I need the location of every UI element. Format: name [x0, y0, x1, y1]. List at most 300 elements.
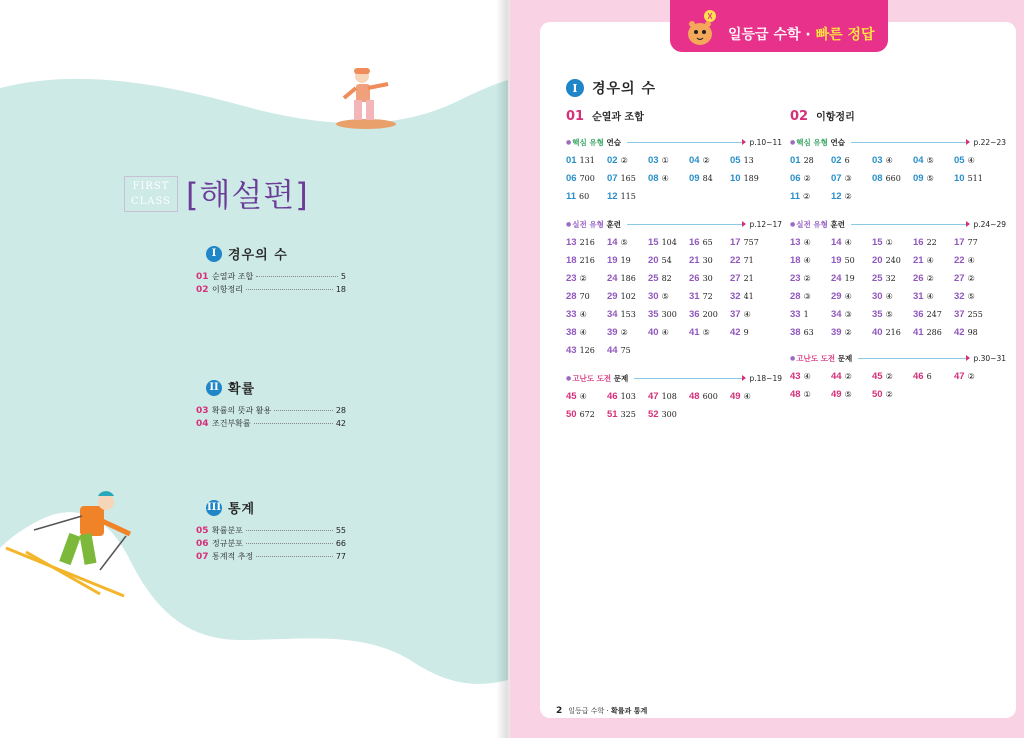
question-number: 45	[566, 391, 577, 402]
title-bracket-open: [	[186, 176, 200, 214]
answer-item	[913, 272, 954, 286]
answer-value: 240	[885, 256, 901, 265]
answer-item	[954, 272, 995, 286]
answer-item	[607, 172, 648, 186]
answer-block-heading	[566, 218, 782, 230]
question-number: 21	[913, 255, 924, 266]
toc-entry-page: 28	[335, 406, 346, 415]
toc-entry-label: 통계적 추정	[212, 552, 254, 561]
answer-value: 82	[661, 274, 672, 283]
answer-block	[790, 136, 1006, 204]
answer-item	[872, 388, 913, 402]
page-footer	[556, 706, 647, 716]
toc-entry-page: 5	[340, 272, 346, 281]
answer-item	[648, 326, 689, 340]
question-number: 24	[831, 273, 842, 284]
question-number: 33	[566, 309, 577, 320]
toc-part-title: 확률	[228, 382, 256, 397]
answer-item	[790, 190, 831, 204]
answer-value: 70	[579, 292, 590, 301]
answer-value: ②	[579, 274, 587, 283]
answer-block	[566, 136, 782, 204]
question-number: 49	[730, 391, 741, 402]
answer-value: 21	[743, 274, 754, 283]
question-number: 43	[566, 345, 577, 356]
toc-dot-leader	[246, 543, 333, 544]
answer-value: 102	[620, 292, 636, 301]
answer-value: ②	[844, 192, 852, 201]
answer-value: ②	[620, 328, 628, 337]
answer-value: ②	[702, 156, 710, 165]
question-number: 37	[730, 309, 741, 320]
answer-item	[954, 290, 995, 304]
question-number: 29	[607, 291, 618, 302]
question-number: 09	[689, 173, 700, 184]
answer-item	[790, 326, 831, 340]
toc-entry-label: 확률분포	[212, 526, 243, 535]
answer-item	[689, 172, 730, 186]
answer-value: ③	[844, 310, 852, 319]
answer-item	[954, 154, 995, 168]
answer-item	[831, 172, 872, 186]
answer-item	[913, 236, 954, 250]
toc-entry-number: 07	[196, 552, 209, 562]
question-number: 40	[648, 327, 659, 338]
answer-item	[607, 390, 648, 404]
answer-value: 165	[620, 174, 636, 183]
question-number: 34	[831, 309, 842, 320]
answer-value: 19	[620, 256, 631, 265]
right-page	[510, 0, 1024, 738]
answer-value: ④	[661, 328, 669, 337]
answer-item	[648, 408, 689, 422]
answer-block-title	[572, 373, 628, 384]
answer-item	[831, 154, 872, 168]
answer-block-heading	[790, 136, 1006, 148]
toc-entry-label: 순열과 조합	[212, 272, 254, 281]
heading-rule	[858, 358, 967, 359]
question-number: 19	[831, 255, 842, 266]
header-separator: ·	[800, 27, 816, 43]
page-number: 2	[556, 706, 563, 716]
answer-value: ④	[885, 292, 893, 301]
question-number: 12	[607, 191, 618, 202]
footer-book-name: 일등급 수학 ·	[568, 707, 611, 715]
answer-item	[648, 254, 689, 268]
question-number: 20	[648, 255, 659, 266]
answer-item	[790, 272, 831, 286]
question-number: 47	[648, 391, 659, 402]
page-reference: p.30~31	[973, 353, 1006, 363]
answer-item	[872, 326, 913, 340]
toc-entry[interactable]	[196, 538, 346, 551]
answer-value: ⑤	[885, 310, 893, 319]
answer-value: 65	[702, 238, 713, 247]
answer-item	[954, 370, 995, 384]
answer-value: 32	[885, 274, 896, 283]
question-number: 47	[954, 371, 965, 382]
answer-value: ②	[620, 156, 628, 165]
answer-block	[790, 218, 1006, 340]
answer-block-kind: 연습	[830, 137, 845, 147]
toc-entry-label: 확률의 뜻과 활용	[212, 406, 272, 415]
answer-item	[954, 326, 995, 340]
question-number: 02	[831, 155, 842, 166]
answer-block-kind: 문제	[837, 353, 853, 363]
answer-item	[954, 308, 995, 322]
answer-value: ②	[803, 174, 811, 183]
answer-value: ⑤	[620, 238, 628, 247]
answer-block-heading	[790, 218, 1006, 230]
heading-rule	[851, 224, 968, 225]
question-number: 28	[790, 291, 801, 302]
page-reference: p.10~11	[749, 137, 782, 147]
answer-value: 30	[702, 256, 713, 265]
question-number: 15	[872, 237, 883, 248]
question-number: 48	[790, 389, 801, 400]
answer-value: ②	[967, 274, 975, 283]
answer-item	[689, 272, 730, 286]
answer-value: 216	[579, 256, 595, 265]
answer-item	[648, 390, 689, 404]
page-reference: p.24~29	[973, 219, 1006, 229]
toc-dot-leader	[256, 276, 338, 277]
answer-block	[566, 218, 782, 358]
toc-part-heading	[206, 498, 346, 517]
unit-number: 02	[790, 109, 809, 124]
answer-value: 41	[743, 292, 754, 301]
question-number: 40	[872, 327, 883, 338]
question-number: 27	[730, 273, 741, 284]
answer-item	[730, 390, 771, 404]
question-number: 04	[689, 155, 700, 166]
question-number: 48	[689, 391, 700, 402]
toc-part-title: 통계	[228, 502, 256, 517]
answer-item	[607, 290, 648, 304]
answer-item	[648, 172, 689, 186]
toc-dot-leader	[254, 423, 333, 424]
question-number: 42	[730, 327, 741, 338]
question-number: 31	[689, 291, 700, 302]
answer-item	[913, 308, 954, 322]
answer-item	[730, 308, 771, 322]
page-title	[186, 170, 309, 216]
answer-value: 6	[926, 372, 932, 381]
question-number: 13	[790, 237, 801, 248]
answer-value: 757	[743, 238, 759, 247]
heading-rule	[627, 224, 744, 225]
question-number: 05	[954, 155, 965, 166]
question-number: 10	[954, 173, 965, 184]
bullet-icon: ●	[566, 138, 572, 146]
left-page	[0, 0, 508, 738]
answer-item	[648, 308, 689, 322]
answer-block-title	[572, 219, 621, 230]
question-number: 30	[872, 291, 883, 302]
question-number: 05	[730, 155, 741, 166]
bullet-icon: ●	[790, 354, 796, 362]
answer-item	[831, 308, 872, 322]
answer-item	[954, 236, 995, 250]
question-number: 14	[607, 237, 618, 248]
page-reference: p.22~23	[973, 137, 1006, 147]
answer-item	[831, 326, 872, 340]
answer-item	[566, 154, 607, 168]
answer-value: 54	[661, 256, 672, 265]
answer-value: 50	[844, 256, 855, 265]
answer-value: ⑤	[926, 174, 934, 183]
toc-entry[interactable]	[196, 418, 346, 431]
answer-block-title	[572, 137, 621, 148]
answer-value: 9	[743, 328, 749, 337]
answer-item	[790, 254, 831, 268]
answer-item	[730, 172, 771, 186]
question-number: 17	[730, 237, 741, 248]
answer-item	[913, 254, 954, 268]
answer-value: 30	[702, 274, 713, 283]
answer-value: ①	[661, 156, 669, 165]
question-number: 36	[689, 309, 700, 320]
answer-item	[790, 172, 831, 186]
question-number: 35	[648, 309, 659, 320]
answer-block-heading	[566, 136, 782, 148]
toc-dot-leader	[246, 530, 333, 531]
question-number: 15	[648, 237, 659, 248]
toc-entry[interactable]	[196, 405, 346, 418]
answer-item	[831, 370, 872, 384]
answer-item	[566, 254, 607, 268]
question-number: 30	[648, 291, 659, 302]
question-number: 44	[831, 371, 842, 382]
answer-value: 63	[803, 328, 814, 337]
bullet-icon: ●	[790, 138, 796, 146]
answer-value: ③	[803, 292, 811, 301]
answer-value: 60	[579, 192, 590, 201]
answer-value: ②	[803, 274, 811, 283]
answer-value: ④	[967, 156, 975, 165]
bullet-icon: ●	[566, 374, 572, 382]
answer-item	[607, 254, 648, 268]
answer-item	[689, 326, 730, 340]
question-number: 08	[872, 173, 883, 184]
toc-entry-label: 이항정리	[212, 285, 243, 294]
heading-rule	[851, 142, 968, 143]
question-number: 09	[913, 173, 924, 184]
question-number: 07	[607, 173, 618, 184]
toc-dot-leader	[246, 289, 333, 290]
answer-value: 77	[967, 238, 978, 247]
answer-value: ②	[967, 372, 975, 381]
answer-value: ②	[844, 372, 852, 381]
question-number: 10	[730, 173, 741, 184]
answer-item	[607, 344, 648, 358]
answer-grid	[790, 236, 1006, 340]
answer-item	[607, 236, 648, 250]
toc-part	[196, 498, 346, 564]
answer-item	[872, 236, 913, 250]
answer-value: 660	[885, 174, 901, 183]
answer-item	[566, 172, 607, 186]
answer-item	[790, 370, 831, 384]
answer-grid	[566, 390, 782, 422]
answer-value: ④	[803, 238, 811, 247]
question-number: 32	[730, 291, 741, 302]
roman-numeral-badge: I	[206, 246, 222, 262]
question-number: 25	[648, 273, 659, 284]
answer-block-kind: 훈련	[606, 219, 621, 229]
answer-item	[689, 308, 730, 322]
question-number: 34	[607, 309, 618, 320]
answer-item	[790, 154, 831, 168]
question-number: 43	[790, 371, 801, 382]
answer-value: ④	[579, 392, 587, 401]
question-number: 03	[872, 155, 883, 166]
question-number: 44	[607, 345, 618, 356]
question-number: 07	[831, 173, 842, 184]
answer-item	[730, 326, 771, 340]
answer-value: 13	[743, 156, 754, 165]
title-text: 해설편	[199, 176, 296, 214]
unit-title: 이항정리	[816, 112, 855, 123]
toc-entry-number: 03	[196, 406, 209, 416]
toc-part	[196, 244, 346, 297]
answer-item	[913, 326, 954, 340]
answer-item	[648, 290, 689, 304]
toc-entry-page: 42	[335, 419, 346, 428]
answer-value: ④	[579, 310, 587, 319]
answer-grid	[566, 236, 782, 358]
answer-item	[831, 272, 872, 286]
answer-value: 255	[967, 310, 983, 319]
answer-value: 300	[661, 410, 677, 419]
answer-block-tag: 실전 유형	[796, 219, 828, 229]
question-number: 41	[689, 327, 700, 338]
question-number: 24	[607, 273, 618, 284]
answer-item	[648, 154, 689, 168]
question-number: 28	[566, 291, 577, 302]
question-number: 13	[566, 237, 577, 248]
answer-value: 247	[926, 310, 942, 319]
answer-value: ⑤	[926, 156, 934, 165]
answer-item	[872, 154, 913, 168]
question-number: 49	[831, 389, 842, 400]
answer-value: ④	[926, 256, 934, 265]
question-number: 46	[607, 391, 618, 402]
answer-value: ②	[885, 372, 893, 381]
toc-dot-leader	[274, 410, 333, 411]
logo-line-2: CLASS	[130, 196, 172, 207]
answer-value: 108	[661, 392, 677, 401]
answer-block-heading	[790, 352, 1006, 364]
answer-item	[566, 344, 607, 358]
unit-heading	[790, 108, 1006, 124]
toc-entry[interactable]	[196, 271, 346, 284]
answer-item	[689, 290, 730, 304]
question-number: 11	[566, 191, 577, 202]
question-number: 20	[872, 255, 883, 266]
unit-title: 순열과 조합	[592, 112, 644, 123]
answer-value: ④	[743, 310, 751, 319]
answer-item	[566, 272, 607, 286]
question-number: 52	[648, 409, 659, 420]
toc-entry[interactable]	[196, 525, 346, 538]
answer-value: 600	[702, 392, 718, 401]
answer-grid	[790, 370, 1006, 402]
answer-value: 672	[579, 410, 595, 419]
toc-entry-number: 02	[196, 285, 209, 295]
toc-entry[interactable]	[196, 551, 346, 564]
answer-block-kind: 연습	[606, 137, 621, 147]
question-number: 22	[730, 255, 741, 266]
answer-value: 700	[579, 174, 595, 183]
answer-grid	[790, 154, 1006, 204]
toc-entry-number: 01	[196, 272, 209, 282]
toc-entry-page: 18	[335, 285, 346, 294]
question-number: 36	[913, 309, 924, 320]
toc-entry-label: 조건부확률	[212, 419, 251, 428]
question-number: 32	[954, 291, 965, 302]
answer-value: 98	[967, 328, 978, 337]
answer-value: 126	[579, 346, 595, 355]
answer-block-title	[796, 353, 852, 364]
answer-value: 22	[926, 238, 937, 247]
chapter-heading	[566, 78, 656, 98]
answer-item	[790, 388, 831, 402]
question-number: 12	[831, 191, 842, 202]
answer-value: ⑤	[661, 292, 669, 301]
answer-item	[872, 290, 913, 304]
header-title	[728, 24, 875, 44]
question-number: 06	[790, 173, 801, 184]
toc-entry-page: 77	[335, 552, 346, 561]
answer-item	[566, 390, 607, 404]
question-number: 38	[566, 327, 577, 338]
answer-item	[607, 190, 648, 204]
toc-entry[interactable]	[196, 284, 346, 297]
bullet-icon: ●	[566, 220, 572, 228]
question-number: 23	[790, 273, 801, 284]
answer-item	[730, 154, 771, 168]
answer-item	[607, 326, 648, 340]
answer-item	[790, 290, 831, 304]
answer-value: 1	[803, 310, 809, 319]
question-number: 26	[689, 273, 700, 284]
answer-item	[607, 272, 648, 286]
header-book-name: 일등급 수학	[728, 27, 801, 43]
answer-value: ⑤	[967, 292, 975, 301]
answer-value: 131	[579, 156, 595, 165]
answer-grid	[566, 154, 782, 204]
answer-value: ⑤	[702, 328, 710, 337]
answer-block-title	[796, 137, 845, 148]
answer-item	[730, 236, 771, 250]
mascot-icon	[684, 8, 724, 48]
answer-column	[566, 108, 782, 436]
question-number: 21	[689, 255, 700, 266]
answer-block-tag: 실전 유형	[572, 219, 604, 229]
answer-item	[954, 254, 995, 268]
answer-block-kind: 문제	[613, 373, 629, 383]
answer-value: 325	[620, 410, 636, 419]
answer-item	[566, 408, 607, 422]
question-number: 19	[607, 255, 618, 266]
answer-item	[872, 172, 913, 186]
answer-block-tag: 핵심 유형	[572, 137, 604, 147]
answer-item	[913, 172, 954, 186]
unit-heading	[566, 108, 782, 124]
heading-rule	[627, 142, 744, 143]
answer-item	[913, 370, 954, 384]
